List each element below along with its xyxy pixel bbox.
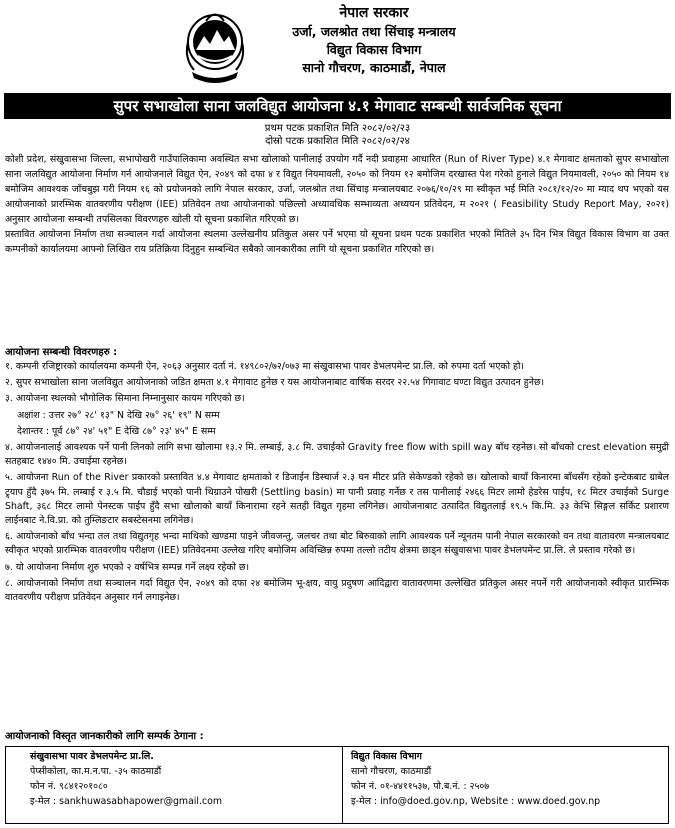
longitude-range: देशान्तर : पूर्व ८७° २४' ५१" E देखि ८७° २३' ४५" E सम्म	[17, 425, 216, 437]
detail-item-7: ७. यो आयोजना निर्माण शुरु भएको २ वर्षभित्र सम्पन्न गर्ने लक्ष्य रहेको छ।	[5, 561, 250, 573]
department-name: विद्युत विकास विभाग	[326, 42, 422, 57]
detail-item-3: ३. आयोजना स्थलको भौगोलिक सिमाना निम्नानुसार कायम गरिएको छ।	[5, 393, 245, 405]
nepal-government-emblem-icon	[184, 6, 246, 86]
project-details-heading: आयोजना सम्बन्धी विवरणहरु :	[5, 347, 118, 358]
department-contact-address: सानो गौचरण, काठमाडौं	[351, 766, 432, 777]
contact-heading: आयोजनाको विस्तृत जानकारीको लागि सम्पर्क ठेगाना :	[5, 731, 204, 742]
first-publication-date: प्रथम पटक प्रकाशित मिति २०८२/०२/२३	[264, 123, 411, 134]
detail-item-8: ८. आयोजनाको निर्माण तथा सञ्चालन गर्दा विद्युत ऐन, २०४९ को दफा २४ बमोजिम भू-क्षय, वायु प्रदुषण आदिद्वारा वातावरणमा उल्लेखित प्रतिकुल असर नपर्ने गरी आयोजनाको स्वीकृत प्रारम्भिक वातवरणीय परीक्षण प्रतिवेदन अनुसार गर्न लगाइनेछ।	[5, 577, 669, 604]
detail-item-5: ५. आयोजना Run of the River प्रकारको प्रस्तावित ४.४ मेगावाट क्षमताको र डिजाईन डिस्चार्ज २.३ घन मीटर प्रति सेकेण्डको रहेको छ। खोलाको बायाँ किनारमा बाँधसँग रहेको इन्टेकबाट ग्राबेल ट्र्याप हुँदै ३७५ मि. लम्बाई र ३.५ मि. चौडाई भएको पानी थिग्राउने पोखरी (Settling basin) मा पानी प्रवाह गर्नेछ र तस पानीलाई २४६६ मिटर लामो हेडरेस पाईप, १८ मिटर उचाईको Surge Shaft, ३६८ मिटर लामो पेनस्टक पाईप हुँदै सभा खोलाको बायाँ किनारामा रहने सतही विद्युत गृहमा लगिनेछ। आयोजनाबाट उत्पादित विद्युतलाई १९.५ कि.मि. ३३ केभि सिङ्गल सर्किट प्रशारण लाईनबाट ने.वि.प्रा. को तुम्लिङटार सबस्टेसनमा लगिनेछ।	[5, 472, 669, 527]
company-contact	[6, 747, 343, 823]
company-address: पेप्सीकोला, का.म.न.पा. -३५ काठमाडौं	[30, 766, 162, 777]
department-contact	[343, 747, 668, 823]
detail-item-4: ४. आयोजनालाई आवश्यक पर्ने पानी लिनको लागि सभा खोलामा १३.२ मि. लम्बाई, ३.८ मि. उचाईको Gravity free flow with spill way बाँध रहनेछ। सो बाँधको crest elevation समुद्री सतहबाट १४४० मि. उचाईमा रहनेछ।	[5, 442, 669, 468]
ministry-name: उर्जा, जलश्रोत तथा सिंचाइ मन्त्रालय	[292, 24, 456, 39]
intro-paragraph-1: कोशी प्रदेश, संखुवासभा जिल्ला, सभापोखरी गाउँपालिकामा अवस्थित सभा खोलाको पानीलाई उपयोग गर्दै नदी प्रवाहमा आधारित (Run of River Type) ४.१ मेगावाट क्षमताको सुपर सभाखोला साना जलविद्युत आयोजना निर्माण गर्न आयोजनाले विद्युत ऐन, २०४९ को दफा ४ र विद्युत नियमावली, २०५० को नियम १२ बमोजिम दरखास्त पेश गरेको हुनाले विद्युत नियमावली, २०५० को नियम १४ बमोजिम आवश्यक जाँचबुझ गरी नियम १६ को प्रयोजनको लागि नेपाल सरकार, उर्जा, जलश्रोत तथा सिंचाइ मन्त्रालयबाट २०७६/१०/२९ मा स्वीकृत भई मिति २०८१/१२/२० मा म्याद थप भएको यस आयोजनाको प्रारम्भिक वातवरणीय परीक्षण (IEE) प्रतिवेदन तथा आयोजनाको पछिल्लो अध्यावधिक सम्भाव्यता अध्ययन प्रतिवेदन, म २०२१ ( Feasibility Study Report May, २०२१) अनुसार आयोजना सम्बन्धी तपसिलका विवरणहरु खोली यो सूचना प्रकाशित गरिएको छ।	[5, 154, 669, 225]
contact-table	[5, 746, 669, 824]
project-details-list	[5, 360, 669, 607]
notice-header	[0, 0, 675, 94]
department-contact-name: विद्युत विकास विभाग	[351, 751, 422, 762]
company-name: संखुवासभा पावर डेभलपमेन्ट प्रा.लि.	[30, 751, 154, 762]
department-address: सानो गौचरण, काठमाडौं, नेपाल	[302, 60, 446, 75]
company-email[interactable]: इ-मेल : sankhuwasabhapower@gmail.com	[30, 796, 223, 807]
second-publication-date: दोस्रो पटक प्रकाशित मिति २०८२/०२/२४	[265, 136, 410, 147]
intro-paragraph-2: प्रस्तावित आयोजना निर्माण तथा सञ्चालन गर्दा आयोजना स्थलमा उल्लेखनीय प्रतिकुल असर पर्ने भएमा यो सूचना प्रथम पटक प्रकाशित भएको मितिले ३५ दिन भित्र विद्युत विकास विभाग वा उक्त कम्पनीको कार्यालयमा आफ्नो लिखित राय प्रतिक्रिया दिनुहुन सम्बन्धित सबैको जानकारीका लागि यो सूचना प्रकाशित गरिएको छ।	[5, 229, 669, 255]
notice-intro	[5, 152, 669, 257]
detail-item-1: १. कम्पनी रजिष्ट्रारको कार्यालयमा कम्पनी ऐन, २०६३ अनुसार दर्ता नं. १४९८०२/७२/०७३ मा संखुवासभा पावर डेभलपमेन्ट प्रा.लि. को रुपमा दर्ता भएको हो।	[5, 361, 524, 372]
department-contact-phone: फोन नं. ०१-४४११५३७, पो.ब.नं. : २५०७	[351, 781, 490, 792]
latitude-range: अक्षांश : उत्तर २७° २८' १३" N देखि २७° २६' १९" N सम्म	[17, 409, 220, 421]
government-name: नेपाल सरकार	[339, 5, 409, 21]
notice-title-banner: सुपर सभाखोला साना जलविद्युत आयोजना ४.१ मेगावाट सम्बन्धी सार्वजनिक सूचना	[4, 93, 671, 119]
ministry-heading	[254, 4, 494, 77]
publication-dates	[0, 122, 675, 148]
department-contact-email-website[interactable]: इ-मेल : info@doed.gov.np, Website : www.doed.gov.np	[351, 796, 601, 807]
company-phone: फोन नं. ९८४१२०१०८०	[30, 781, 108, 792]
detail-item-2: २. सुपर सभाखोला साना जलविद्युत आयोजनाको जडित क्षमता ४.१ मेगावाट हुनेछ र यस आयोजनाबाट वार्षिक सरदर २२.५४ गिगावाट घण्टा विद्युत उत्पादन हुनेछ।	[5, 377, 545, 389]
detail-item-6: ६. आयोजनाको बाँध भन्दा तल तथा विद्युतगृह भन्दा माथिको खण्डमा पाइने जीवजन्तु, जलचर तथा बोट बिरुवाको लागि आवश्यक पर्ने न्यूनतम पानी नेपाल सरकारको वन तथा वातावरण मन्त्रालयबाट स्वीकृत भएको प्रारम्भिक वातवरणीय परीक्षण (IEE) प्रतिवेदनमा उल्लेख गरिए बमोजिम अविच्छिन्न रुपमा तल्लो तटीय क्षेत्रमा छाड्न संखुवासभा पावर डेभलपमेन्ट प्रा.लि. ले प्रस्ताव गरेको छ।	[5, 531, 669, 557]
